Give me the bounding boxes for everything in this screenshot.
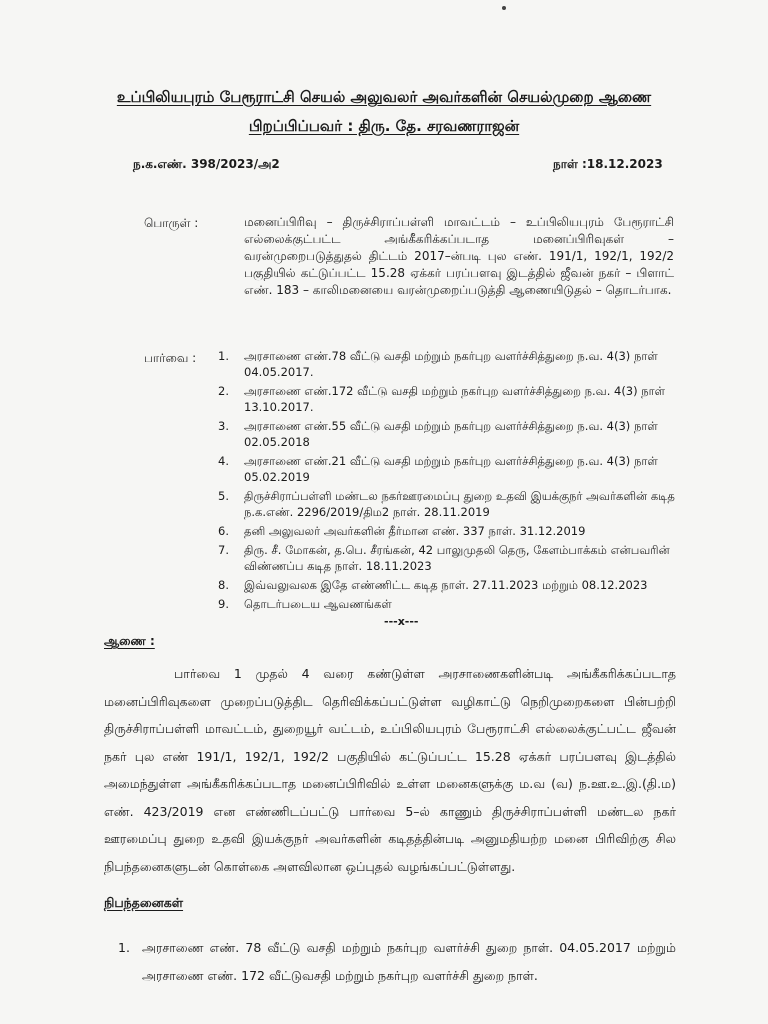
scan-dot [502, 6, 506, 10]
references-list [214, 348, 684, 615]
references-label: பார்வை : [144, 351, 197, 365]
reference-number: ந.க.எண். 398/2023/அ2 [133, 157, 280, 171]
document-title: உப்பிலியபுரம் பேரூராட்சி செயல் அலுவலர் அவர்களின் செயல்முறை ஆணை [116, 88, 652, 106]
reference-item [214, 418, 684, 450]
reference-text: தனி அலுவலர் அவர்களின் தீர்மான எண். 337 நாள். 31.12.2019 [244, 524, 586, 538]
reference-text: திரு. சீ. மோகன், த.பெ. சீரங்கன், 42 பாலுமுதலி தெரு, கேளம்பாக்கம் என்பவரின் விண்ணப்ப கடித நாள். 18.11.2023 [244, 543, 670, 573]
order-heading: ஆணை : [104, 634, 155, 648]
reference-text: அரசாணை எண்.55 வீட்டு வசதி மற்றும் நகர்புற வளர்ச்சித்துறை ந.வ. 4(3) நாள் 02.05.2018 [244, 419, 658, 449]
reference-number-8: 8. [218, 578, 229, 592]
reference-text: அரசாணை எண்.21 வீட்டு வசதி மற்றும் நகர்புற வளர்ச்சித்துறை ந.வ. 4(3) நாள் 05.02.2019 [244, 454, 658, 484]
reference-number-4: 4. [218, 454, 229, 468]
subject-text: மனைப்பிரிவு – திருச்சிராப்பள்ளி மாவட்டம் – உப்பிலியபுரம் பேரூராட்சி எல்லைக்குட்பட்ட அங்கீகரிக்கப்படாத மனைப்பிரிவுகள் – வரன்முறைபடுத்துதல் திட்டம் 2017–ன்படி புல எண். 191/1, 192/1, 192/2 பகுதியில் கட்டுப்பட்ட 15.28 ஏக்கர் பரப்பளவு இடத்தில் ஜீவன் நகர் – பிளாட் எண். 183 – காலிமனையை வரன்முறைப்படுத்தி ஆணையிடுதல் – தொடர்பாக. [244, 215, 674, 297]
subject-label: பொருள் : [144, 216, 199, 230]
section-separator: ---x--- [384, 615, 419, 628]
reference-text: தொடர்படைய ஆவணங்கள் [244, 597, 392, 611]
reference-number-7: 7. [218, 543, 229, 557]
reference-item [214, 596, 684, 612]
reference-item [214, 348, 684, 380]
reference-number-1: 1. [218, 349, 229, 363]
reference-number-3: 3. [218, 419, 229, 433]
reference-text: திருச்சிராப்பள்ளி மண்டல நகர்ஊரமைப்பு துறை உதவி இயக்குநர் அவர்களின் கடித ந.க.எண். 2296/2019/திம2 நாள். 28.11.2019 [244, 489, 675, 519]
reference-number-9: 9. [218, 597, 229, 611]
reference-number-6: 6. [218, 524, 229, 538]
reference-text: இவ்வலுவலக இதே எண்ணிட்ட கடித நாள். 27.11.2023 மற்றும் 08.12.2023 [244, 578, 648, 592]
reference-item [214, 453, 684, 485]
conditions-heading: நிபந்தனைகள் [104, 895, 184, 910]
reference-text: அரசாணை எண்.78 வீட்டு வசதி மற்றும் நகர்புற வளர்ச்சித்துறை ந.வ. 4(3) நாள் 04.05.2017. [244, 349, 658, 379]
reference-item [214, 542, 684, 574]
condition-text: அரசாணை எண். 78 வீட்டு வசதி மற்றும் நகர்புற வளர்ச்சி துறை நாள். 04.05.2017 மற்றும் அரசாணை எண். 172 வீட்டுவசதி மற்றும் நகர்புற வளர்ச்சி துறை நாள். [142, 940, 676, 983]
condition-item [118, 934, 676, 990]
reference-item [214, 383, 684, 415]
reference-number-2: 2. [218, 384, 229, 398]
reference-item [214, 523, 684, 539]
reference-item [214, 488, 684, 520]
issuer-line: பிறப்பிப்பவர் : திரு. தே. சரவணராஜன் [248, 117, 520, 135]
document-date: நாள் :18.12.2023 [553, 157, 663, 171]
order-paragraph: பார்வை 1 முதல் 4 வரை கண்டுள்ள அரசாணைகளின்படி அங்கீகரிக்கப்படாத மனைப்பிரிவுகளை முறைப்படுத்திட தெரிவிக்கப்பட்டுள்ள வழிகாட்டு நெறிமுறைகளை பின்பற்றி திருச்சிராப்பள்ளி மாவட்டம், துறையூர் வட்டம், உப்பிலியபுரம் பேரூராட்சி எல்லைக்குட்பட்ட ஜீவன் நகர் புல எண் 191/1, 192/1, 192/2 பகுதியில் கட்டுப்பட்ட 15.28 ஏக்கர் பரப்பளவு இடத்தில் அமைந்துள்ள அங்கீகரிக்கப்படாத மனைப்பிரிவில் உள்ள மனைகளுக்கு ம.வ (வ) ந.ஊ.உ.இ.(தி.ம) எண். 423/2019 என எண்ணிடப்பட்டு பார்வை 5–ல் காணும் திருச்சிராப்பள்ளி மண்டல நகர் ஊரமைப்பு துறை உதவி இயக்குநர் அவர்களின் கடிதத்தின்படி அனுமதியற்ற மனை பிரிவிற்கு சில நிபந்தனைகளுடன் கொள்கை அளவிலான ஒப்புதல் வழங்கப்பட்டுள்ளது. [104, 666, 676, 874]
condition-number: 1. [118, 940, 130, 955]
reference-text: அரசாணை எண்.172 வீட்டு வசதி மற்றும் நகர்புற வளர்ச்சித்துறை ந.வ. 4(3) நாள் 13.10.2017. [244, 384, 666, 414]
reference-item [214, 577, 684, 593]
reference-number-5: 5. [218, 489, 229, 503]
